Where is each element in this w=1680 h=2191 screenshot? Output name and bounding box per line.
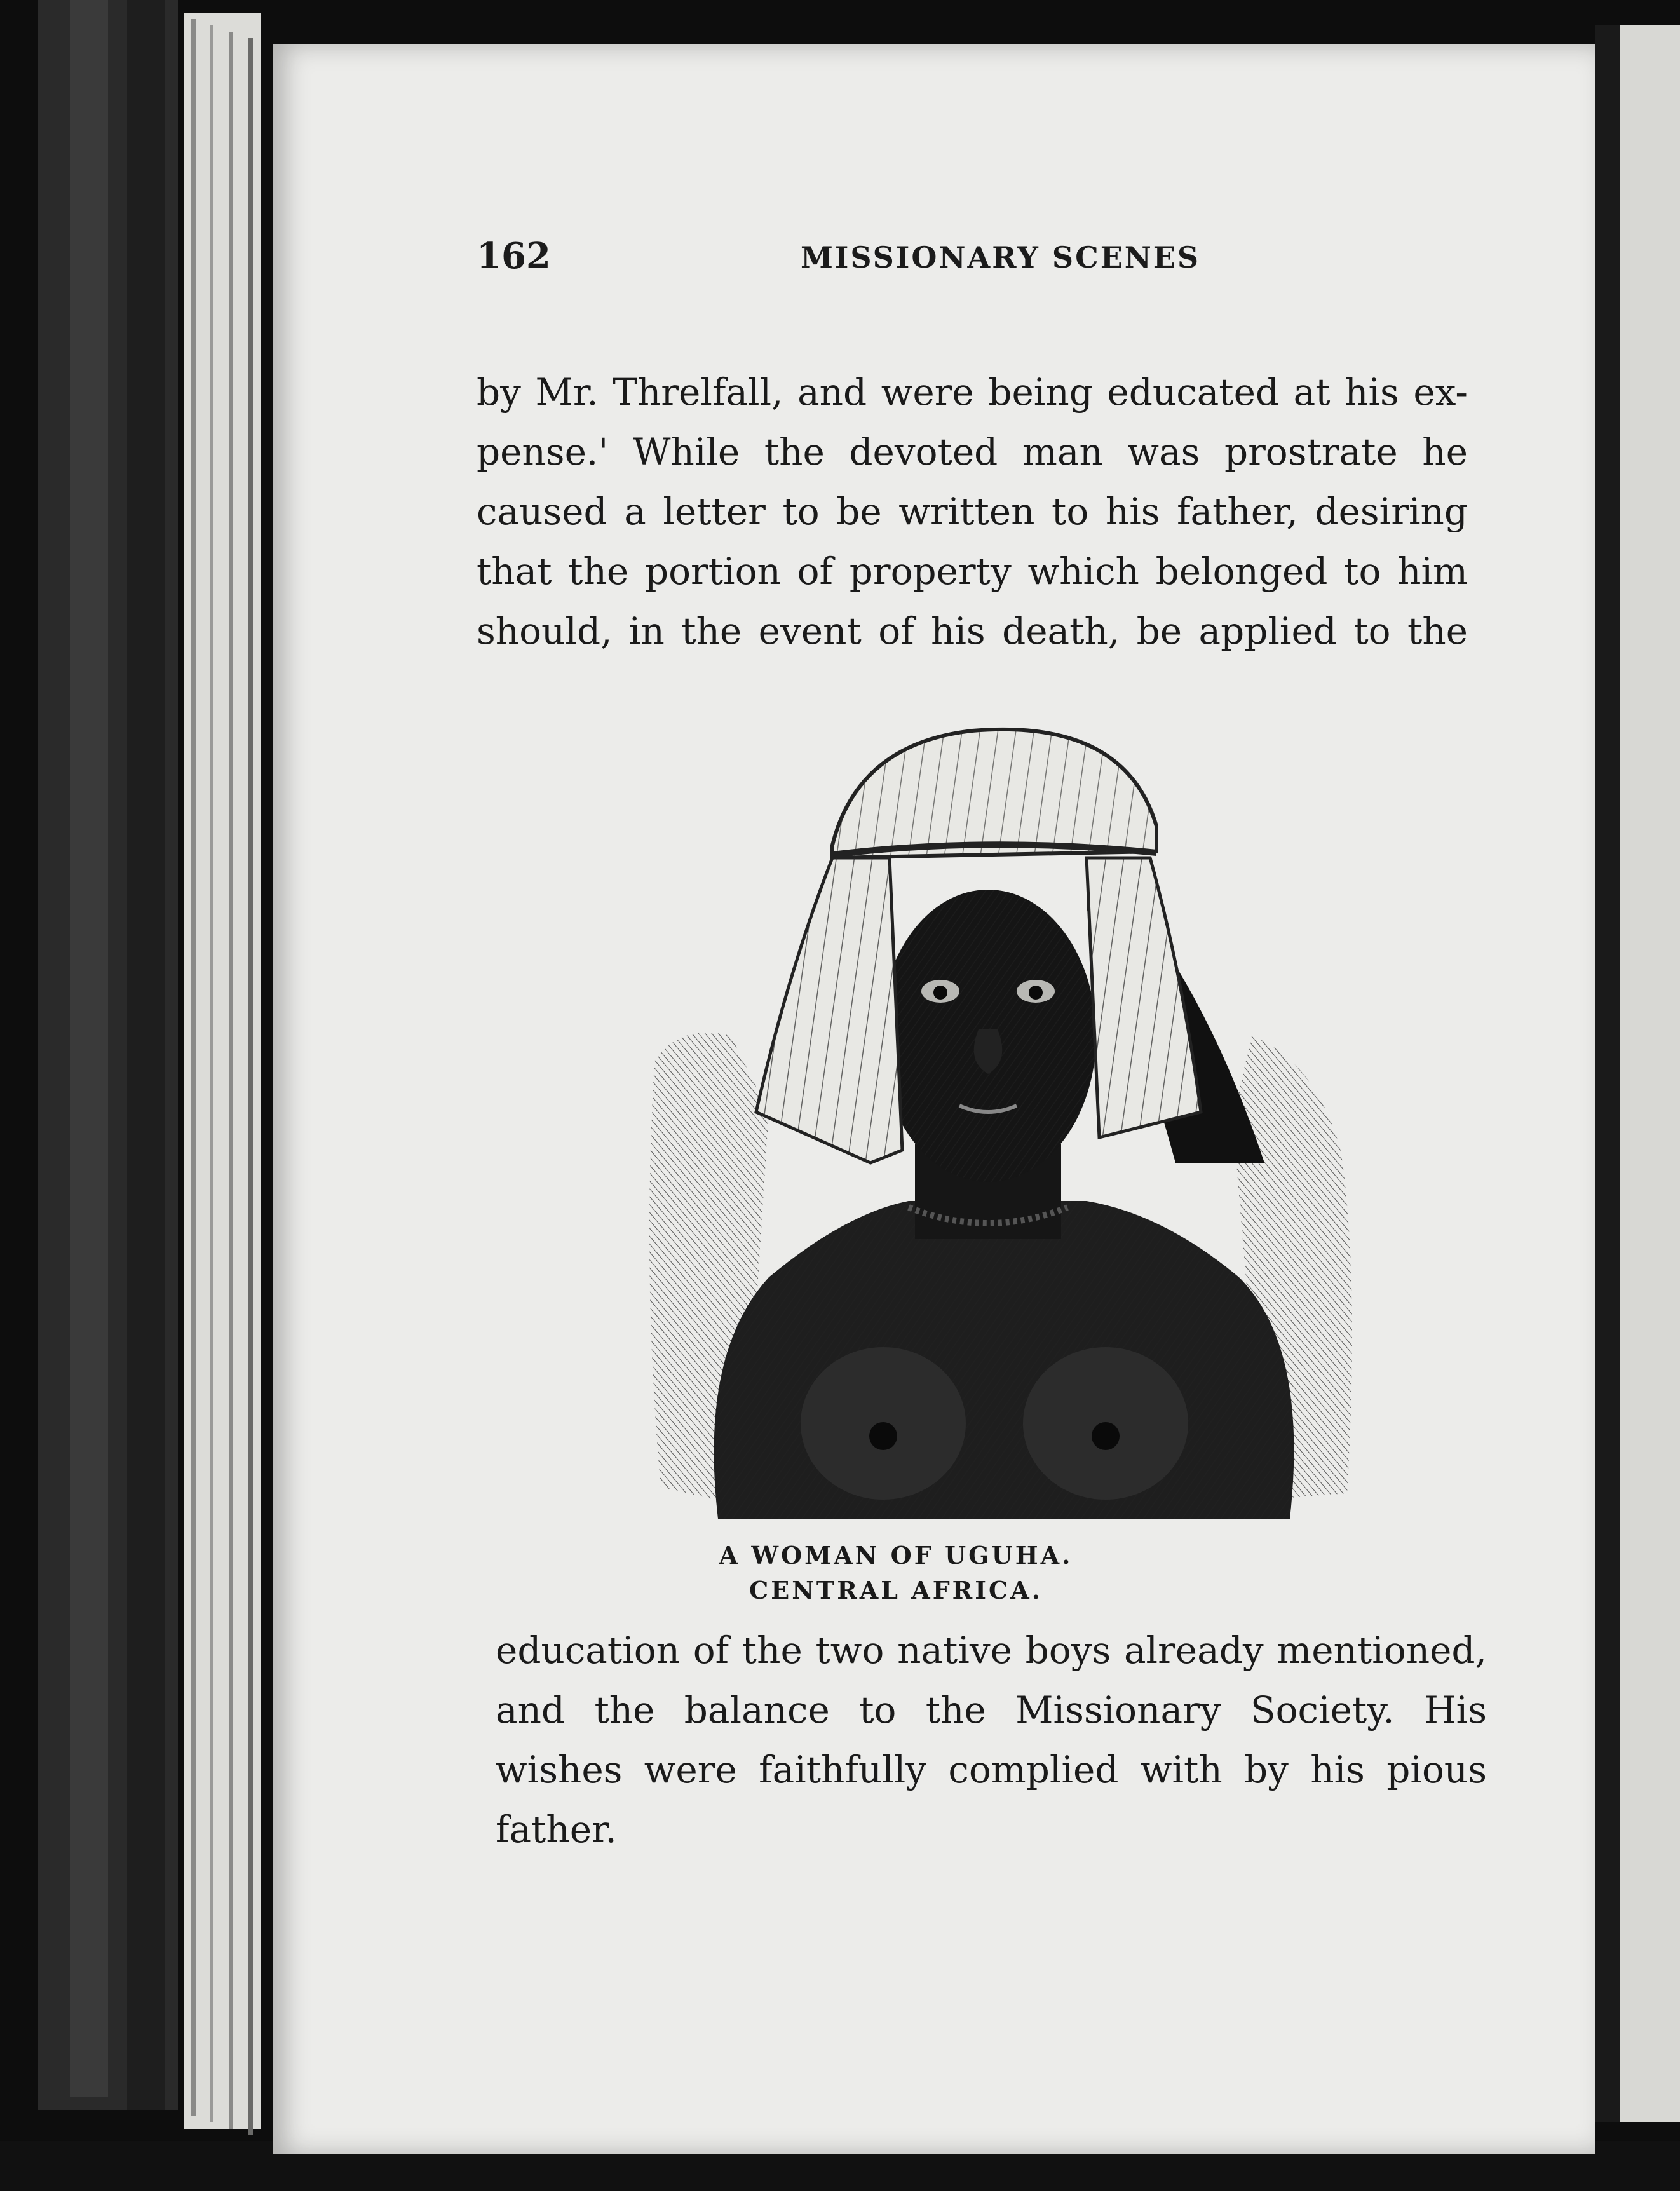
text-line: that the portion of property which belonged to him [477,550,1468,593]
running-title: MISSIONARY SCENES [801,240,1201,275]
text-line: pense.' While the devoted man was prostrate he [477,430,1468,473]
text-line: education of the two native boys already mentioned, [496,1629,1487,1672]
engraving-woman-portrait [642,705,1366,1531]
figure-caption-location: CENTRAL AFRICA. [749,1576,1043,1604]
text-line: and the balance to the Missionary Society. His [496,1688,1487,1732]
text-line: caused a letter to be written to his father, desiring [477,490,1468,533]
text-line: by Mr. Threlfall, and were being educated at his ex- [477,370,1468,414]
text-line: father. [496,1808,617,1851]
paragraph-bottom [496,1620,1487,1859]
book-page [273,44,1595,2154]
figure-caption-title: A WOMAN OF UGUHA. [719,1541,1073,1570]
text-line: wishes were faithfully complied with by his pious [496,1748,1487,1791]
paragraph-top [477,362,1468,661]
page-number: 162 [477,235,551,277]
text-line: should, in the event of his death, be applied to the [477,609,1468,653]
